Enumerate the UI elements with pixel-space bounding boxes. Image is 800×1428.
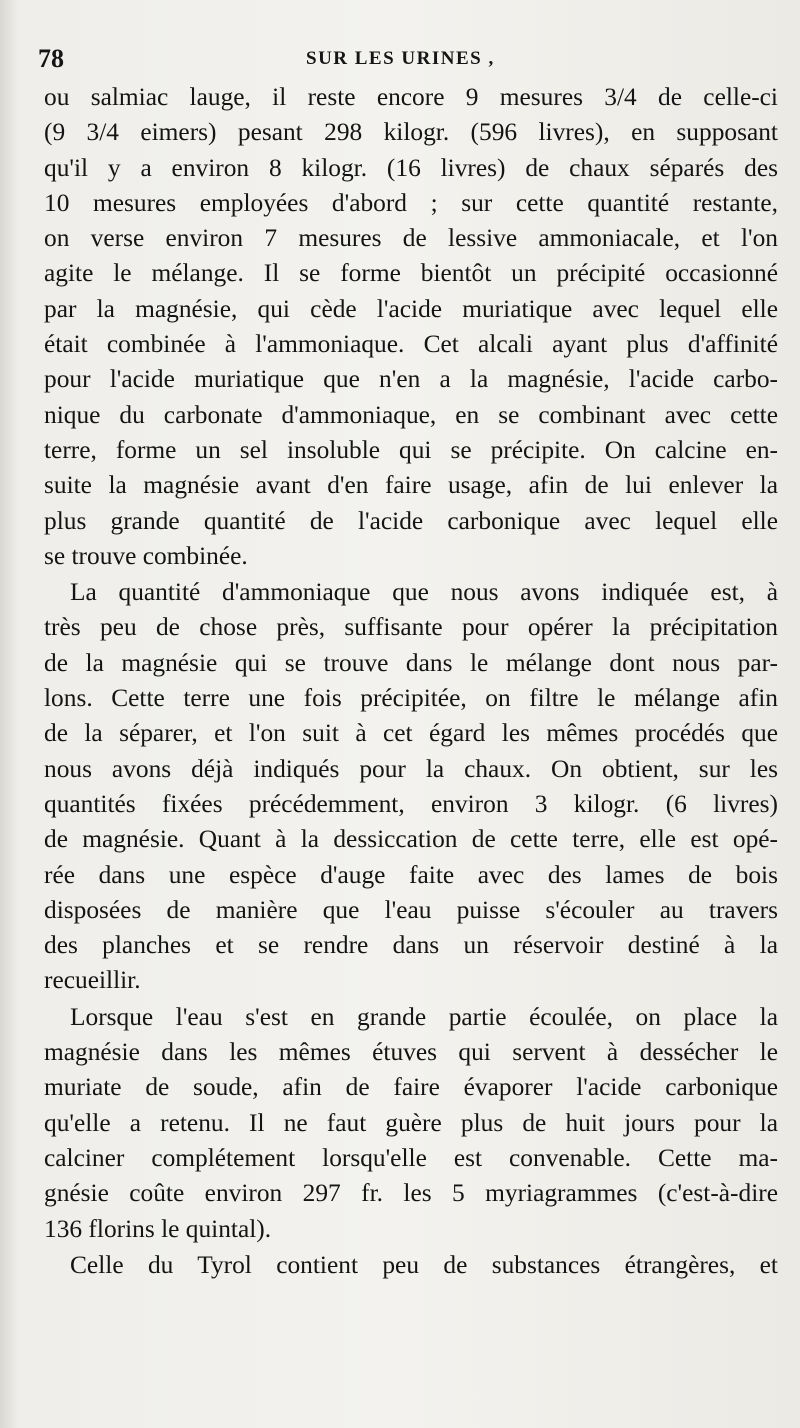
body-text [44,80,778,1283]
text-line: nous avons déjà indiqués pour la chaux. On obtient, sur les [44,754,778,783]
page-number: 78 [38,44,64,73]
text-line: recueillir. [44,966,141,995]
paragraph [44,80,778,574]
text-line: ou salmiac lauge, il reste encore 9 mesures 3/4 de celle-ci [44,83,778,111]
paragraph [44,1000,778,1247]
running-head: SUR LES URINES , [306,48,495,69]
text-line: terre, forme un sel insoluble qui se précipite. On calcine en- [44,435,778,464]
text-line: de la séparer, et l'on suit à cet égard les mêmes procédés que [44,719,778,748]
text-line: était combinée à l'ammoniaque. Cet alcali ayant plus d'affinité [44,330,778,359]
text-line: disposées de manière que l'eau puisse s'écouler au travers [44,895,778,924]
text-line: pour l'acide muriatique que n'en a la magnésie, l'acide carbo- [44,365,778,394]
text-line: magnésie dans les mêmes étuves qui servent à dessécher le [44,1038,778,1067]
text-line: quantités fixées précédemment, environ 3 kilogr. (6 livres) [44,789,778,818]
paragraph [44,575,778,999]
page-header [38,40,778,76]
text-line: calciner complétement lorsqu'elle est convenable. Cette ma- [44,1143,778,1172]
text-line: lons. Cette terre une fois précipitée, on filtre le mélange afin [44,684,778,713]
text-line: rée dans une espèce d'auge faite avec des lames de bois [44,860,778,889]
text-line: nique du carbonate d'ammoniaque, en se combinant avec cette [44,400,778,429]
text-line: de magnésie. Quant à la dessiccation de cette terre, elle est opé- [44,825,778,854]
text-line: on verse environ 7 mesures de lessive ammoniacale, et l'on [44,224,778,253]
text-line: des planches et se rendre dans un réservoir destiné à la [44,931,778,960]
text-line: La quantité d'ammoniaque que nous avons indiquée est, à [70,578,778,607]
text-line: muriate de soude, afin de faire évaporer l'acide carbonique [44,1073,778,1102]
text-line: de la magnésie qui se trouve dans le mélange dont nous par- [44,648,778,677]
text-line: 10 mesures employées d'abord ; sur cette quantité restante, [44,188,778,217]
text-line: qu'elle a retenu. Il ne faut guère plus de huit jours pour la [44,1108,778,1137]
text-line: plus grande quantité de l'acide carbonique avec lequel elle [44,506,778,535]
text-line: agite le mélange. Il se forme bientôt un précipité occasionné [44,259,778,288]
text-line: se trouve combinée. [44,541,248,570]
paragraph [44,1248,778,1283]
text-line: 136 florins le quintal). [44,1214,272,1243]
text-line: très peu de chose près, suffisante pour opérer la précipitation [44,613,778,642]
text-line: Celle du Tyrol contient peu de substances étrangères, et [70,1250,778,1279]
text-line: suite la magnésie avant d'en faire usage, afin de lui enlever la [44,471,778,500]
text-line: gnésie coûte environ 297 fr. les 5 myriagrammes (c'est-à-dire [44,1179,778,1208]
text-line: Lorsque l'eau s'est en grande partie écoulée, on place la [70,1002,778,1031]
text-line: par la magnésie, qui cède l'acide muriatique avec lequel elle [44,294,778,323]
text-line: (9 3/4 eimers) pesant 298 kilogr. (596 livres), en supposant [44,118,778,147]
text-line: qu'il y a environ 8 kilogr. (16 livres) de chaux séparés des [44,153,778,182]
